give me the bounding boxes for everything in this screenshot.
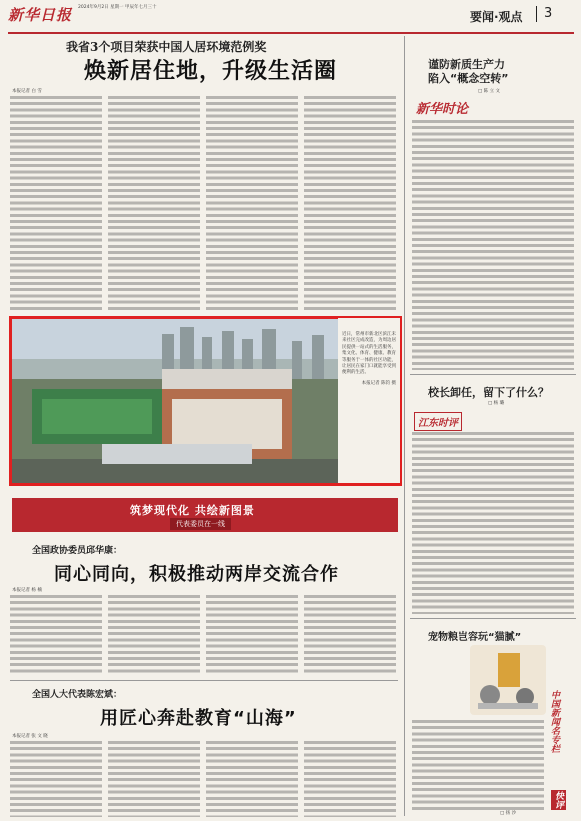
story3-kicker: 全国人大代表陈宏斌： — [32, 690, 123, 700]
story2-body-col-2 — [108, 595, 200, 675]
commentary1-divider — [410, 374, 576, 375]
lead-body-col-1 — [10, 96, 102, 310]
story3-headline: 用匠心奔赴教育“山海” — [100, 708, 297, 729]
story2-body-col-1 — [10, 595, 102, 675]
story2-body-col-4 — [304, 595, 396, 675]
commentary2-divider — [410, 618, 576, 619]
column-divider — [404, 36, 405, 816]
story3-body-col-3 — [206, 741, 298, 817]
commentary1-column-tag: 新华时论 — [416, 102, 469, 117]
commentary1-title-line2: 陷入“概念空转” — [428, 72, 509, 85]
lead-body-col-4 — [304, 96, 396, 310]
page-number: 3 — [544, 6, 553, 21]
commentary1-byline: □ 陈 立 文 — [478, 89, 501, 94]
banner-title: 筑梦现代化 共绘新图景 — [130, 504, 255, 517]
commentary2-byline: □ 杨 璐 — [488, 401, 505, 406]
banner-subtitle: 代表委员在一线 — [170, 518, 231, 530]
commentary1-title-line1: 谨防新质生产力 — [428, 58, 505, 71]
photo-credit: 本报记者 陈钧 摄 — [361, 380, 396, 386]
photo-caption-box — [338, 318, 400, 483]
story2-body-col-3 — [206, 595, 298, 675]
story2-kicker: 全国政协委员邱华康： — [32, 546, 123, 556]
commentary2-body — [412, 432, 574, 614]
cat-food-cartoon-icon — [470, 645, 546, 715]
cartoon-illustration — [470, 645, 546, 715]
commentary3-title: 宠物粮岂容玩“猫腻” — [428, 632, 522, 643]
lead-subhead: 我省3个项目荣获中国人居环境范例奖 — [66, 40, 267, 54]
story3-byline: 本报记者 张 文 晓 — [12, 734, 48, 739]
top-rule — [8, 32, 574, 34]
commentary2-title: 校长卸任，留下了什么？ — [428, 386, 549, 399]
story3-body-col-4 — [304, 741, 396, 817]
commentary3-byline: □ 扬 沙 — [500, 811, 517, 816]
commentary3-body — [412, 720, 544, 812]
lead-body-col-2 — [108, 96, 200, 310]
story3-body-col-1 — [10, 741, 102, 817]
story2-byline: 本报记者 杨 楠 — [12, 588, 42, 593]
story3-body-col-2 — [108, 741, 200, 817]
newspaper-logo: 新华日报 — [8, 6, 73, 24]
commentary3-quick-tag: 快评 — [551, 790, 566, 810]
story2-headline: 同心同向，积极推动两岸交流合作 — [54, 564, 339, 585]
lead-body-col-3 — [206, 96, 298, 310]
lead-headline: 焕新居住地，升级生活圈 — [84, 59, 338, 84]
commentary2-column-tag: 江东时评 — [414, 412, 462, 431]
commentary3-column-tag: 中国新闻名专栏 — [549, 690, 559, 753]
commentary1-body — [412, 120, 574, 370]
section-label: 要闻·观点 — [470, 10, 523, 24]
page-divider — [536, 6, 537, 22]
issue-date: 2024年9月2日 星期一 甲辰年七月三十 — [78, 5, 157, 10]
lead-byline: 本报记者 白 雪 — [12, 89, 42, 94]
photo-caption: 近日，常州市新北区滨江未来社区完成改造，为周边居民提供一站式的生活服务，集文化、体育、健康、教育等服务于一体的社区功能，让居民在家门口就能享受到便利的生活。 — [342, 332, 396, 376]
story-divider — [10, 680, 398, 681]
